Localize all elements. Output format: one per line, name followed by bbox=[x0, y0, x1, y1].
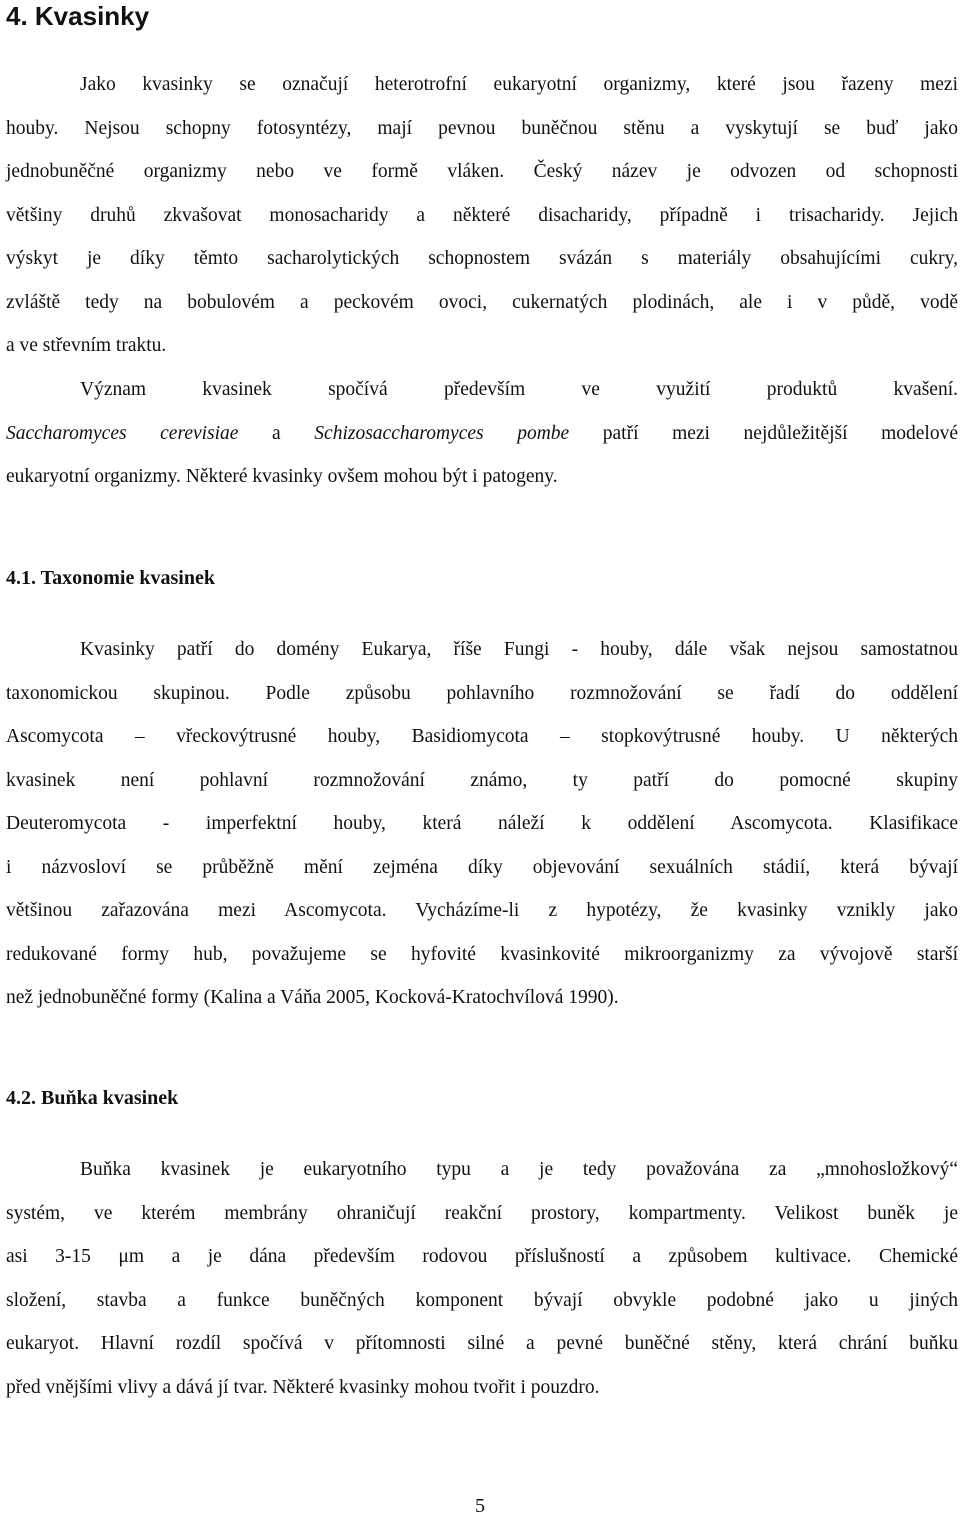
text-line: složení, stavba a funkce buněčných komponent bývají obvykle podobné jako u jiných bbox=[6, 1289, 958, 1311]
text-line: kvasinek není pohlavní rozmnožování známo, ty patří do pomocné skupiny bbox=[6, 769, 958, 791]
intro-paragraph-1 bbox=[6, 63, 958, 368]
text-line: Jako kvasinky se označují heterotrofní eukaryotní organizmy, které jsou řazeny mezi bbox=[80, 74, 958, 95]
text-line: eukaryotní organizmy. Některé kvasinky ovšem mohou být i patogeny. bbox=[6, 466, 558, 487]
text-line: jednobuněčné organizmy nebo ve formě vláken. Český název je odvozen od schopnosti bbox=[6, 161, 958, 182]
text-line: před vnějšími vlivy a dává jí tvar. Některé kvasinky mohou tvořit i pouzdro. bbox=[6, 1376, 600, 1398]
text-line: houby. Nejsou schopny fotosyntézy, mají pevnou buněčnou stěnu a vyskytují se buď jako bbox=[6, 117, 958, 139]
text-line: většinou zařazována mezi Ascomycota. Vycházíme-li z hypotézy, že kvasinky vznikly jako bbox=[6, 900, 958, 921]
section-heading-taxonomy: 4.1. Taxonomie kvasinek bbox=[6, 567, 215, 589]
text-line: Kvasinky patří do domény Eukarya, říše Fungi - houby, dále však nejsou samostatnou bbox=[80, 639, 958, 660]
taxonomy-paragraph bbox=[6, 628, 958, 1020]
text-line: většiny druhů zkvašovat monosacharidy a některé disacharidy, případně i trisacharidy. Jejich bbox=[6, 204, 958, 226]
text-line: Význam kvasinek spočívá především ve využití produktů kvašení. bbox=[80, 379, 958, 400]
text-line: taxonomickou skupinou. Podle způsobu pohlavního rozmnožování se řadí do oddělení bbox=[6, 682, 958, 704]
text-line: výskyt je díky těmto sacharolytických schopnostem svázán s materiály obsahujícími cukry, bbox=[6, 248, 958, 269]
text-line: redukované formy hub, považujeme se hyfovité kvasinkovité mikroorganizmy za vývojově starší bbox=[6, 943, 958, 965]
intro-paragraph-2 bbox=[6, 368, 958, 499]
text-line: asi 3-15 μm a je dána především rodovou příslušností a způsobem kultivace. Chemické bbox=[6, 1246, 958, 1267]
text-line: i názvosloví se průběžně mění zejména díky objevování sexuálních stádií, která bývají bbox=[6, 856, 958, 878]
text-line: Buňka kvasinek je eukaryotního typu a je tedy považována za „mnohosložkový“ bbox=[80, 1159, 958, 1180]
section-heading-cell: 4.2. Buňka kvasinek bbox=[6, 1087, 179, 1109]
text-fragment: patří mezi nejdůležitější modelové bbox=[569, 422, 958, 444]
chapter-heading: 4. Kvasinky bbox=[6, 1, 150, 31]
text-line: Ascomycota – vřeckovýtrusné houby, Basidiomycota – stopkovýtrusné houby. U některých bbox=[6, 726, 958, 747]
species-name: Saccharomyces cerevisiae bbox=[6, 422, 239, 444]
text-fragment: a bbox=[238, 422, 315, 444]
species-name: Schizosaccharomyces pombe bbox=[314, 422, 570, 444]
text-line: Deuteromycota - imperfektní houby, která náleží k oddělení Ascomycota. Klasifikace bbox=[6, 813, 958, 834]
text-line: systém, ve kterém membrány ohraničují reakční prostory, kompartmenty. Velikost buněk je bbox=[6, 1202, 958, 1224]
text-line: a ve střevním traktu. bbox=[6, 335, 167, 356]
cell-paragraph bbox=[6, 1148, 958, 1409]
text-line bbox=[6, 412, 958, 456]
text-line: zvláště tedy na bobulovém a peckovém ovoci, cukernatých plodinách, ale i v půdě, vodě bbox=[6, 291, 958, 313]
text-line: eukaryot. Hlavní rozdíl spočívá v přítomnosti silné a pevné buněčné stěny, která chrání buňku bbox=[6, 1333, 958, 1354]
page-number: 5 bbox=[475, 1495, 485, 1517]
text-line: než jednobuněčné formy (Kalina a Váňa 2005, Kocková-Kratochvílová 1990). bbox=[6, 987, 619, 1008]
